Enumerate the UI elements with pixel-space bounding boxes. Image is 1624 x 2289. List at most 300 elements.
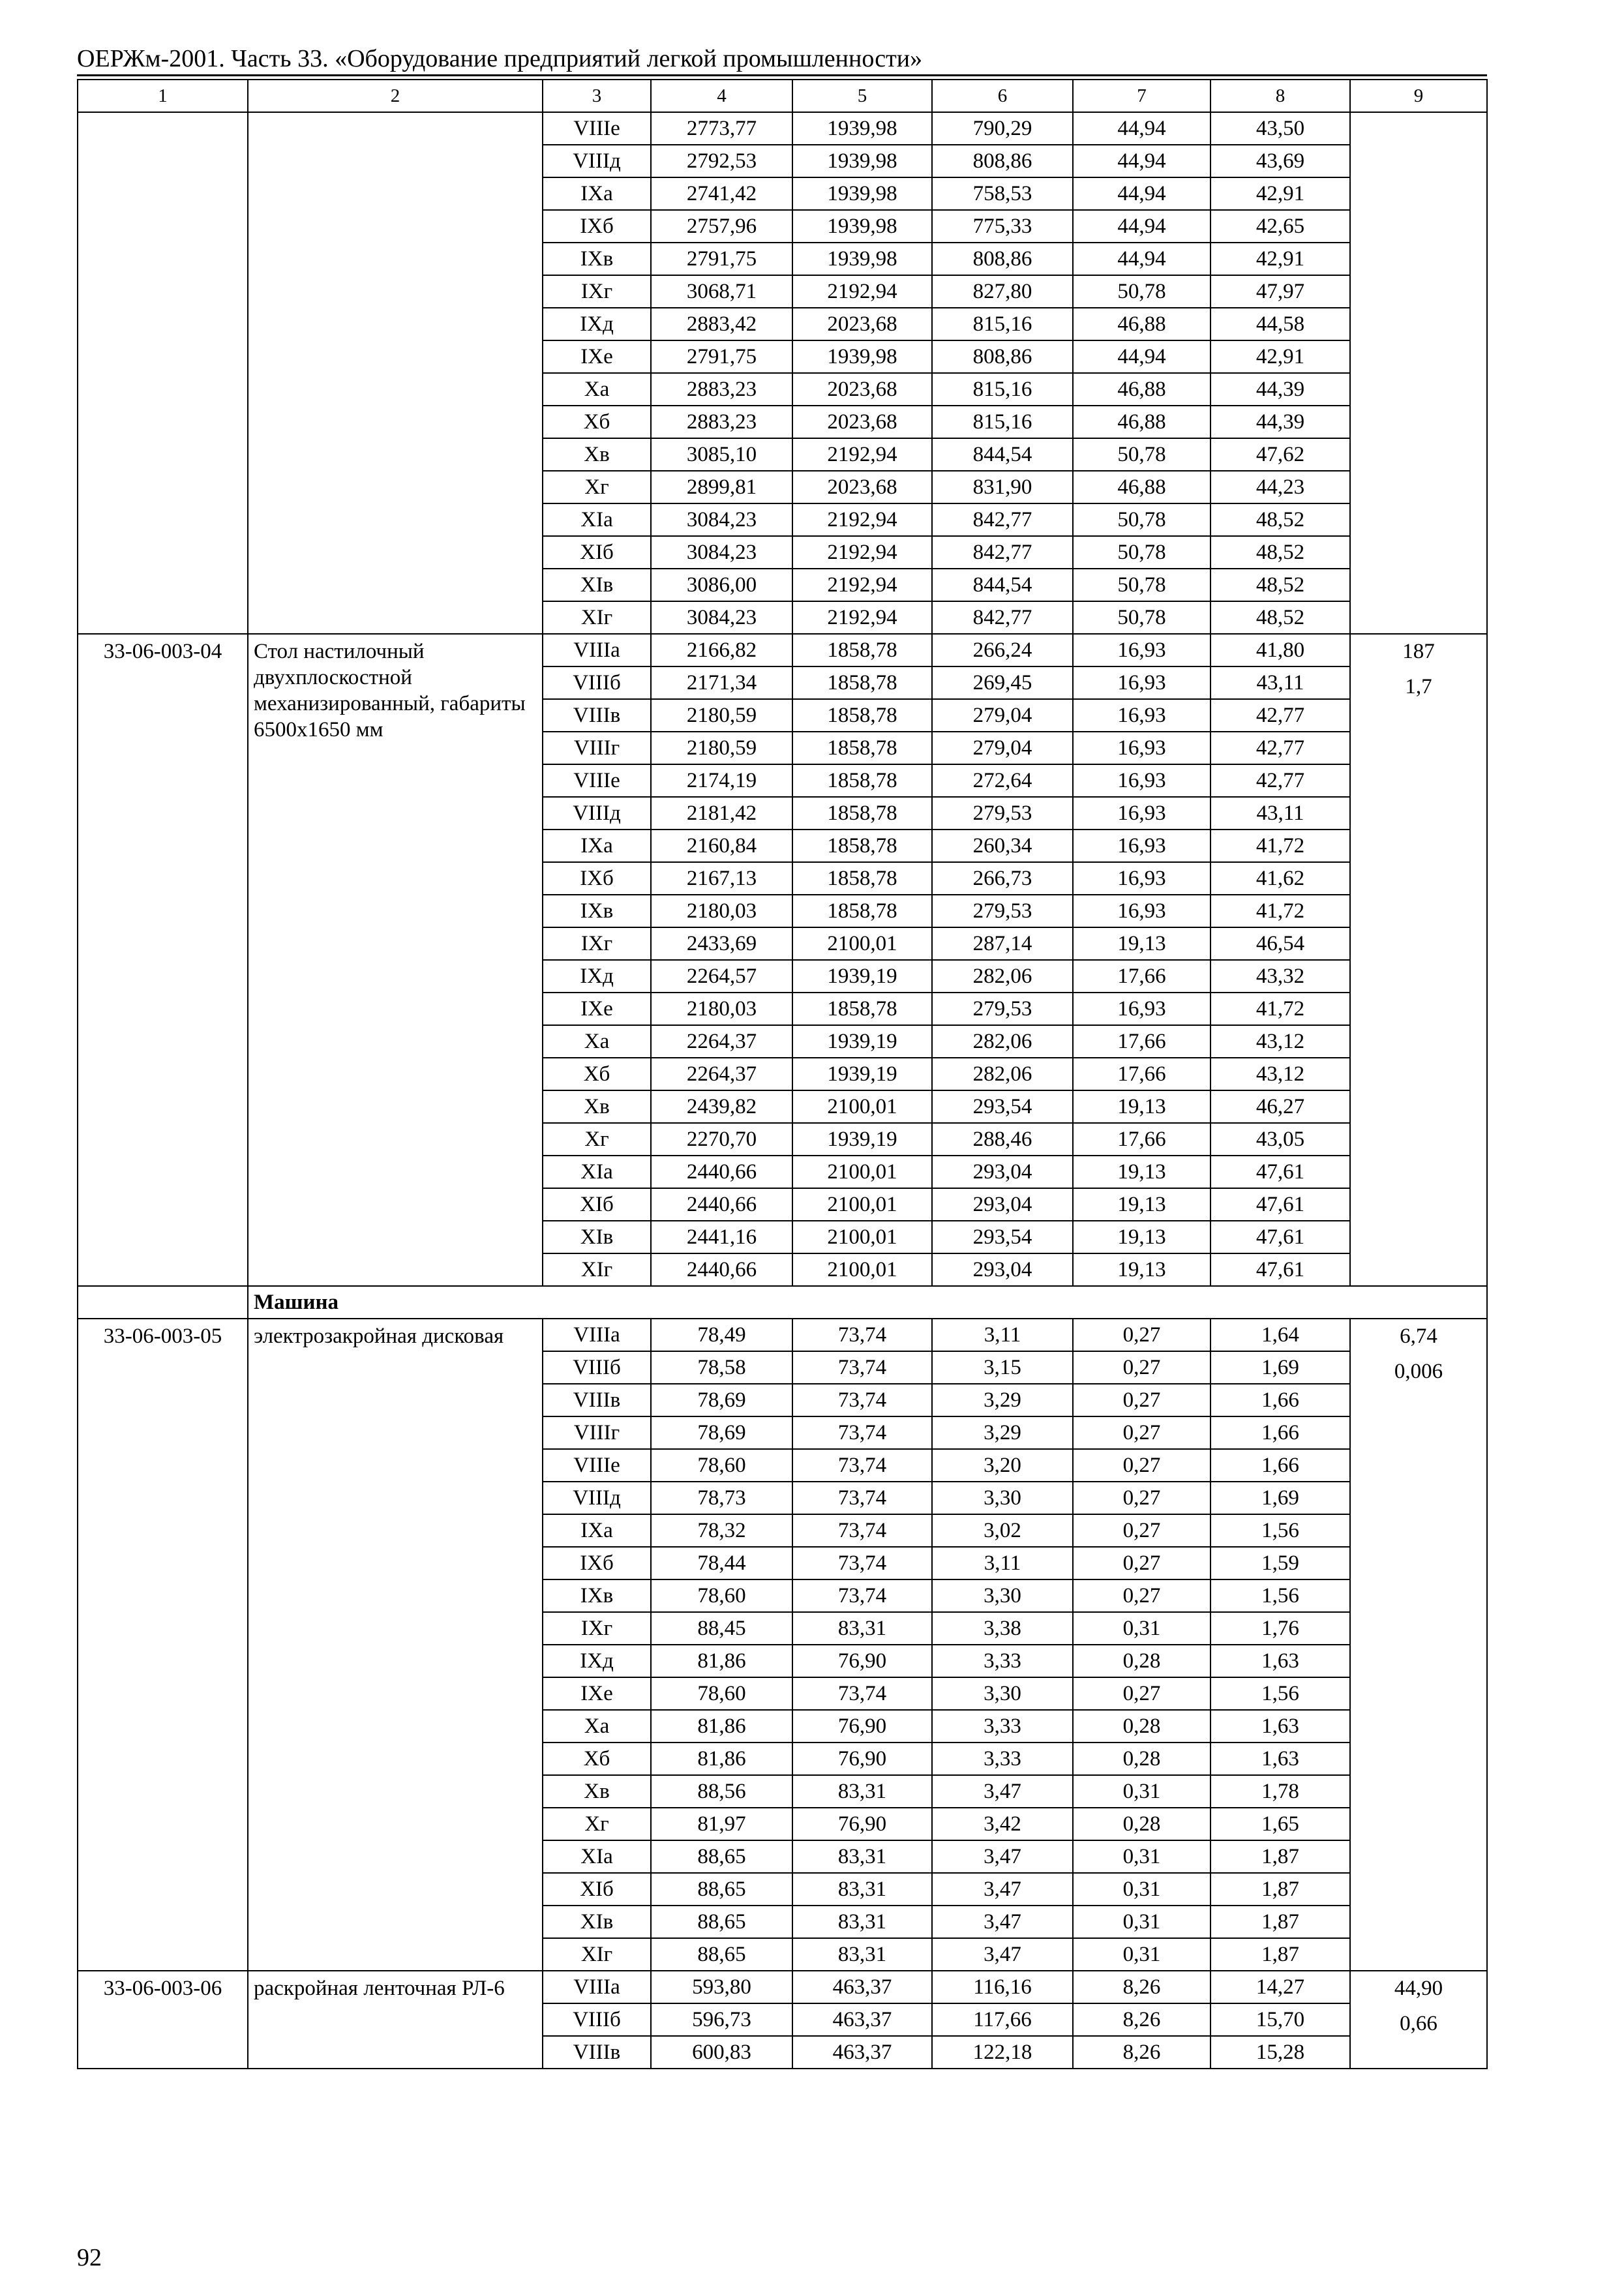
machine-cost-cell: 3,29 bbox=[932, 1416, 1073, 1449]
labor-cost-cell: 2192,94 bbox=[792, 536, 932, 569]
labor-cost-cell: 2100,01 bbox=[792, 1221, 932, 1253]
total-cost-cell: 2791,75 bbox=[651, 243, 792, 275]
total-cost-cell: 88,56 bbox=[651, 1775, 792, 1808]
machine-cost-cell: 266,24 bbox=[932, 634, 1073, 666]
item-extra bbox=[1350, 112, 1487, 634]
total-cost-cell: 78,32 bbox=[651, 1514, 792, 1547]
materials-cost-cell: 1,69 bbox=[1210, 1351, 1350, 1384]
materials-cost-cell: 44,39 bbox=[1210, 406, 1350, 438]
materials-cost-cell: 41,72 bbox=[1210, 895, 1350, 927]
labor-cost-cell: 73,74 bbox=[792, 1547, 932, 1579]
driver-wage-cell: 0,27 bbox=[1073, 1514, 1210, 1547]
labor-cost-cell: 83,31 bbox=[792, 1938, 932, 1971]
item-extra bbox=[1350, 1319, 1487, 1971]
category-cell: VIIIв bbox=[543, 699, 651, 732]
driver-wage-cell: 46,88 bbox=[1073, 373, 1210, 406]
materials-cost-cell: 43,12 bbox=[1210, 1025, 1350, 1058]
total-cost-cell: 2441,16 bbox=[651, 1221, 792, 1253]
category-cell: IXа bbox=[543, 830, 651, 862]
driver-wage-cell: 16,93 bbox=[1073, 993, 1210, 1025]
total-cost-cell: 2264,37 bbox=[651, 1058, 792, 1090]
item-name: раскройная ленточная РЛ-6 bbox=[248, 1971, 543, 2069]
category-cell: IXв bbox=[543, 243, 651, 275]
driver-wage-cell: 0,27 bbox=[1073, 1677, 1210, 1710]
materials-cost-cell: 41,62 bbox=[1210, 862, 1350, 895]
machine-cost-cell: 842,77 bbox=[932, 601, 1073, 634]
total-cost-cell: 81,86 bbox=[651, 1645, 792, 1677]
machine-cost-cell: 775,33 bbox=[932, 210, 1073, 243]
total-cost-cell: 2166,82 bbox=[651, 634, 792, 666]
category-cell: XIб bbox=[543, 536, 651, 569]
labor-cost-cell: 1858,78 bbox=[792, 764, 932, 797]
labor-cost-cell: 2023,68 bbox=[792, 308, 932, 340]
price-table bbox=[77, 79, 1488, 2069]
machine-cost-cell: 288,46 bbox=[932, 1123, 1073, 1156]
driver-wage-cell: 17,66 bbox=[1073, 1123, 1210, 1156]
materials-cost-cell: 47,61 bbox=[1210, 1253, 1350, 1286]
materials-cost-cell: 41,72 bbox=[1210, 993, 1350, 1025]
machine-cost-cell: 842,77 bbox=[932, 536, 1073, 569]
labor-cost-cell: 2100,01 bbox=[792, 1090, 932, 1123]
total-cost-cell: 2180,03 bbox=[651, 993, 792, 1025]
total-cost-cell: 2757,96 bbox=[651, 210, 792, 243]
category-cell: IXа bbox=[543, 177, 651, 210]
category-cell: IXд bbox=[543, 1645, 651, 1677]
labor-cost-cell: 73,74 bbox=[792, 1416, 932, 1449]
total-cost-cell: 2181,42 bbox=[651, 797, 792, 830]
labor-cost-cell: 73,74 bbox=[792, 1579, 932, 1612]
category-cell: VIIIг bbox=[543, 1416, 651, 1449]
machine-cost-cell: 3,30 bbox=[932, 1579, 1073, 1612]
driver-wage-cell: 50,78 bbox=[1073, 536, 1210, 569]
total-cost-cell: 88,65 bbox=[651, 1938, 792, 1971]
materials-cost-cell: 1,66 bbox=[1210, 1416, 1350, 1449]
machine-cost-cell: 116,16 bbox=[932, 1971, 1073, 2003]
labor-cost-cell: 1939,19 bbox=[792, 1123, 932, 1156]
machine-cost-cell: 293,04 bbox=[932, 1156, 1073, 1188]
equipment-volume-value: 0,006 bbox=[1394, 1360, 1443, 1383]
materials-cost-cell: 43,11 bbox=[1210, 666, 1350, 699]
driver-wage-cell: 0,28 bbox=[1073, 1743, 1210, 1775]
category-cell: IXг bbox=[543, 275, 651, 308]
labor-cost-cell: 2192,94 bbox=[792, 503, 932, 536]
machine-cost-cell: 279,53 bbox=[932, 797, 1073, 830]
category-cell: VIIIа bbox=[543, 634, 651, 666]
machine-cost-cell: 3,47 bbox=[932, 1873, 1073, 1906]
labor-cost-cell: 1858,78 bbox=[792, 830, 932, 862]
driver-wage-cell: 16,93 bbox=[1073, 895, 1210, 927]
machine-cost-cell: 293,04 bbox=[932, 1188, 1073, 1221]
machine-cost-cell: 272,64 bbox=[932, 764, 1073, 797]
materials-cost-cell: 41,72 bbox=[1210, 830, 1350, 862]
materials-cost-cell: 1,56 bbox=[1210, 1677, 1350, 1710]
driver-wage-cell: 0,27 bbox=[1073, 1416, 1210, 1449]
category-cell: XIв bbox=[543, 1221, 651, 1253]
machine-cost-cell: 287,14 bbox=[932, 927, 1073, 960]
driver-wage-cell: 50,78 bbox=[1073, 438, 1210, 471]
labor-cost-cell: 463,37 bbox=[792, 2036, 932, 2069]
labor-cost-cell: 73,74 bbox=[792, 1482, 932, 1514]
machine-cost-cell: 808,86 bbox=[932, 145, 1073, 177]
driver-wage-cell: 19,13 bbox=[1073, 1090, 1210, 1123]
materials-cost-cell: 1,66 bbox=[1210, 1384, 1350, 1416]
labor-cost-cell: 1858,78 bbox=[792, 993, 932, 1025]
machine-cost-cell: 842,77 bbox=[932, 503, 1073, 536]
machine-cost-cell: 282,06 bbox=[932, 1025, 1073, 1058]
column-number: 1 bbox=[78, 80, 248, 112]
materials-cost-cell: 1,69 bbox=[1210, 1482, 1350, 1514]
machine-cost-cell: 815,16 bbox=[932, 406, 1073, 438]
materials-cost-cell: 43,11 bbox=[1210, 797, 1350, 830]
materials-cost-cell: 43,32 bbox=[1210, 960, 1350, 993]
driver-wage-cell: 44,94 bbox=[1073, 340, 1210, 373]
category-cell: IXб bbox=[543, 210, 651, 243]
machine-cost-cell: 3,33 bbox=[932, 1743, 1073, 1775]
category-cell: XIа bbox=[543, 1840, 651, 1873]
machine-cost-cell: 117,66 bbox=[932, 2003, 1073, 2036]
category-cell: IXе bbox=[543, 993, 651, 1025]
driver-wage-cell: 44,94 bbox=[1073, 112, 1210, 145]
category-cell: Xв bbox=[543, 438, 651, 471]
labor-cost-cell: 73,74 bbox=[792, 1677, 932, 1710]
materials-cost-cell: 42,77 bbox=[1210, 699, 1350, 732]
materials-cost-cell: 48,52 bbox=[1210, 536, 1350, 569]
materials-cost-cell: 44,23 bbox=[1210, 471, 1350, 503]
category-cell: IXв bbox=[543, 895, 651, 927]
total-cost-cell: 2883,23 bbox=[651, 406, 792, 438]
materials-cost-cell: 15,28 bbox=[1210, 2036, 1350, 2069]
category-cell: Xа bbox=[543, 373, 651, 406]
machine-cost-cell: 122,18 bbox=[932, 2036, 1073, 2069]
materials-cost-cell: 43,50 bbox=[1210, 112, 1350, 145]
machine-cost-cell: 3,47 bbox=[932, 1840, 1073, 1873]
category-cell: Xб bbox=[543, 1058, 651, 1090]
driver-wage-cell: 19,13 bbox=[1073, 927, 1210, 960]
equipment-mass-value: 6,74 bbox=[1400, 1324, 1437, 1348]
driver-wage-cell: 0,31 bbox=[1073, 1873, 1210, 1906]
labor-cost-cell: 83,31 bbox=[792, 1612, 932, 1645]
item-code: 33-06-003-05 bbox=[78, 1319, 248, 1971]
labor-cost-cell: 73,74 bbox=[792, 1514, 932, 1547]
driver-wage-cell: 8,26 bbox=[1073, 1971, 1210, 2003]
machine-cost-cell: 815,16 bbox=[932, 373, 1073, 406]
category-cell: IXе bbox=[543, 1677, 651, 1710]
column-number: 6 bbox=[932, 80, 1073, 112]
total-cost-cell: 2741,42 bbox=[651, 177, 792, 210]
machine-cost-cell: 790,29 bbox=[932, 112, 1073, 145]
labor-cost-cell: 1939,98 bbox=[792, 112, 932, 145]
materials-cost-cell: 1,87 bbox=[1210, 1840, 1350, 1873]
category-cell: IXд bbox=[543, 308, 651, 340]
column-number: 2 bbox=[248, 80, 543, 112]
item-extra bbox=[1350, 1971, 1487, 2069]
labor-cost-cell: 1939,98 bbox=[792, 243, 932, 275]
machine-cost-cell: 279,53 bbox=[932, 993, 1073, 1025]
section-spacer bbox=[78, 1286, 248, 1319]
column-number: 3 bbox=[543, 80, 651, 112]
machine-cost-cell: 3,11 bbox=[932, 1547, 1073, 1579]
machine-cost-cell: 3,30 bbox=[932, 1482, 1073, 1514]
labor-cost-cell: 1858,78 bbox=[792, 895, 932, 927]
labor-cost-cell: 73,74 bbox=[792, 1384, 932, 1416]
labor-cost-cell: 83,31 bbox=[792, 1873, 932, 1906]
total-cost-cell: 78,69 bbox=[651, 1416, 792, 1449]
driver-wage-cell: 46,88 bbox=[1073, 406, 1210, 438]
driver-wage-cell: 46,88 bbox=[1073, 308, 1210, 340]
total-cost-cell: 2883,42 bbox=[651, 308, 792, 340]
driver-wage-cell: 44,94 bbox=[1073, 210, 1210, 243]
total-cost-cell: 2174,19 bbox=[651, 764, 792, 797]
driver-wage-cell: 19,13 bbox=[1073, 1253, 1210, 1286]
materials-cost-cell: 42,77 bbox=[1210, 732, 1350, 764]
total-cost-cell: 2433,69 bbox=[651, 927, 792, 960]
total-cost-cell: 78,58 bbox=[651, 1351, 792, 1384]
total-cost-cell: 78,60 bbox=[651, 1579, 792, 1612]
materials-cost-cell: 1,87 bbox=[1210, 1873, 1350, 1906]
total-cost-cell: 2440,66 bbox=[651, 1253, 792, 1286]
materials-cost-cell: 42,77 bbox=[1210, 764, 1350, 797]
driver-wage-cell: 0,28 bbox=[1073, 1710, 1210, 1743]
driver-wage-cell: 16,93 bbox=[1073, 764, 1210, 797]
materials-cost-cell: 1,87 bbox=[1210, 1938, 1350, 1971]
materials-cost-cell: 1,59 bbox=[1210, 1547, 1350, 1579]
category-cell: VIIIв bbox=[543, 2036, 651, 2069]
machine-cost-cell: 3,38 bbox=[932, 1612, 1073, 1645]
driver-wage-cell: 8,26 bbox=[1073, 2036, 1210, 2069]
column-number: 9 bbox=[1350, 80, 1487, 112]
category-cell: Xа bbox=[543, 1710, 651, 1743]
total-cost-cell: 78,44 bbox=[651, 1547, 792, 1579]
category-cell: Xб bbox=[543, 406, 651, 438]
driver-wage-cell: 44,94 bbox=[1073, 177, 1210, 210]
category-cell: XIг bbox=[543, 601, 651, 634]
machine-cost-cell: 279,04 bbox=[932, 732, 1073, 764]
total-cost-cell: 88,65 bbox=[651, 1840, 792, 1873]
labor-cost-cell: 1858,78 bbox=[792, 862, 932, 895]
labor-cost-cell: 2100,01 bbox=[792, 1253, 932, 1286]
category-cell: IXд bbox=[543, 960, 651, 993]
machine-cost-cell: 3,47 bbox=[932, 1906, 1073, 1938]
labor-cost-cell: 1858,78 bbox=[792, 699, 932, 732]
machine-cost-cell: 844,54 bbox=[932, 569, 1073, 601]
item-name: Стол настилочный двухплоскостной механизированный, габариты 6500х1650 мм bbox=[248, 634, 543, 1286]
machine-cost-cell: 808,86 bbox=[932, 243, 1073, 275]
item-code bbox=[78, 112, 248, 634]
page-header: ОЕРЖм-2001. Часть 33. «Оборудование предприятий легкой промышленности» bbox=[77, 45, 923, 72]
machine-cost-cell: 3,29 bbox=[932, 1384, 1073, 1416]
materials-cost-cell: 46,54 bbox=[1210, 927, 1350, 960]
materials-cost-cell: 1,76 bbox=[1210, 1612, 1350, 1645]
machine-cost-cell: 3,20 bbox=[932, 1449, 1073, 1482]
labor-cost-cell: 1939,98 bbox=[792, 145, 932, 177]
category-cell: XIб bbox=[543, 1188, 651, 1221]
materials-cost-cell: 42,65 bbox=[1210, 210, 1350, 243]
materials-cost-cell: 42,91 bbox=[1210, 177, 1350, 210]
machine-cost-cell: 282,06 bbox=[932, 1058, 1073, 1090]
total-cost-cell: 2883,23 bbox=[651, 373, 792, 406]
table-row bbox=[78, 112, 1487, 145]
driver-wage-cell: 0,27 bbox=[1073, 1449, 1210, 1482]
total-cost-cell: 81,97 bbox=[651, 1808, 792, 1840]
equipment-mass-value: 187 bbox=[1402, 640, 1435, 663]
category-cell: Xг bbox=[543, 471, 651, 503]
machine-cost-cell: 279,53 bbox=[932, 895, 1073, 927]
materials-cost-cell: 14,27 bbox=[1210, 1971, 1350, 2003]
materials-cost-cell: 46,27 bbox=[1210, 1090, 1350, 1123]
item-code: 33-06-003-04 bbox=[78, 634, 248, 1286]
driver-wage-cell: 50,78 bbox=[1073, 569, 1210, 601]
materials-cost-cell: 48,52 bbox=[1210, 503, 1350, 536]
labor-cost-cell: 2100,01 bbox=[792, 927, 932, 960]
materials-cost-cell: 42,91 bbox=[1210, 243, 1350, 275]
driver-wage-cell: 0,31 bbox=[1073, 1938, 1210, 1971]
category-cell: VIIIе bbox=[543, 764, 651, 797]
driver-wage-cell: 16,93 bbox=[1073, 862, 1210, 895]
labor-cost-cell: 83,31 bbox=[792, 1840, 932, 1873]
machine-cost-cell: 827,80 bbox=[932, 275, 1073, 308]
driver-wage-cell: 0,31 bbox=[1073, 1775, 1210, 1808]
category-cell: XIб bbox=[543, 1873, 651, 1906]
driver-wage-cell: 0,31 bbox=[1073, 1840, 1210, 1873]
materials-cost-cell: 42,91 bbox=[1210, 340, 1350, 373]
labor-cost-cell: 2023,68 bbox=[792, 471, 932, 503]
category-cell: VIIIб bbox=[543, 666, 651, 699]
driver-wage-cell: 0,27 bbox=[1073, 1579, 1210, 1612]
category-cell: VIIIе bbox=[543, 112, 651, 145]
machine-cost-cell: 269,45 bbox=[932, 666, 1073, 699]
driver-wage-cell: 0,27 bbox=[1073, 1351, 1210, 1384]
driver-wage-cell: 16,93 bbox=[1073, 732, 1210, 764]
labor-cost-cell: 2023,68 bbox=[792, 373, 932, 406]
machine-cost-cell: 3,33 bbox=[932, 1710, 1073, 1743]
labor-cost-cell: 73,74 bbox=[792, 1449, 932, 1482]
driver-wage-cell: 50,78 bbox=[1073, 601, 1210, 634]
driver-wage-cell: 0,28 bbox=[1073, 1808, 1210, 1840]
equipment-mass-value: 44,90 bbox=[1394, 1977, 1443, 2000]
machine-cost-cell: 293,04 bbox=[932, 1253, 1073, 1286]
category-cell: XIа bbox=[543, 503, 651, 536]
total-cost-cell: 3084,23 bbox=[651, 536, 792, 569]
materials-cost-cell: 1,87 bbox=[1210, 1906, 1350, 1938]
materials-cost-cell: 1,63 bbox=[1210, 1743, 1350, 1775]
machine-cost-cell: 3,02 bbox=[932, 1514, 1073, 1547]
machine-cost-cell: 808,86 bbox=[932, 340, 1073, 373]
labor-cost-cell: 463,37 bbox=[792, 2003, 932, 2036]
category-cell: Xа bbox=[543, 1025, 651, 1058]
total-cost-cell: 2792,53 bbox=[651, 145, 792, 177]
category-cell: VIIIг bbox=[543, 732, 651, 764]
labor-cost-cell: 2192,94 bbox=[792, 569, 932, 601]
materials-cost-cell: 1,63 bbox=[1210, 1645, 1350, 1677]
labor-cost-cell: 2192,94 bbox=[792, 275, 932, 308]
item-name: электрозакройная дисковая bbox=[248, 1319, 543, 1971]
total-cost-cell: 2773,77 bbox=[651, 112, 792, 145]
driver-wage-cell: 19,13 bbox=[1073, 1221, 1210, 1253]
section-header-row bbox=[78, 1286, 1487, 1319]
equipment-volume-value: 0,66 bbox=[1400, 2012, 1437, 2035]
total-cost-cell: 2180,03 bbox=[651, 895, 792, 927]
column-number: 4 bbox=[651, 80, 792, 112]
labor-cost-cell: 2192,94 bbox=[792, 601, 932, 634]
materials-cost-cell: 47,61 bbox=[1210, 1188, 1350, 1221]
total-cost-cell: 593,80 bbox=[651, 1971, 792, 2003]
total-cost-cell: 3084,23 bbox=[651, 601, 792, 634]
total-cost-cell: 2160,84 bbox=[651, 830, 792, 862]
machine-cost-cell: 844,54 bbox=[932, 438, 1073, 471]
category-cell: IXг bbox=[543, 927, 651, 960]
labor-cost-cell: 83,31 bbox=[792, 1906, 932, 1938]
category-cell: Xв bbox=[543, 1090, 651, 1123]
total-cost-cell: 88,65 bbox=[651, 1873, 792, 1906]
machine-cost-cell: 3,42 bbox=[932, 1808, 1073, 1840]
materials-cost-cell: 1,63 bbox=[1210, 1710, 1350, 1743]
driver-wage-cell: 0,31 bbox=[1073, 1906, 1210, 1938]
category-cell: XIа bbox=[543, 1156, 651, 1188]
total-cost-cell: 2439,82 bbox=[651, 1090, 792, 1123]
driver-wage-cell: 17,66 bbox=[1073, 1025, 1210, 1058]
category-cell: VIIIб bbox=[543, 1351, 651, 1384]
labor-cost-cell: 76,90 bbox=[792, 1808, 932, 1840]
driver-wage-cell: 0,27 bbox=[1073, 1482, 1210, 1514]
labor-cost-cell: 2192,94 bbox=[792, 438, 932, 471]
total-cost-cell: 2180,59 bbox=[651, 732, 792, 764]
total-cost-cell: 2171,34 bbox=[651, 666, 792, 699]
total-cost-cell: 2167,13 bbox=[651, 862, 792, 895]
driver-wage-cell: 0,27 bbox=[1073, 1384, 1210, 1416]
machine-cost-cell: 3,47 bbox=[932, 1938, 1073, 1971]
category-cell: Xг bbox=[543, 1123, 651, 1156]
machine-cost-cell: 282,06 bbox=[932, 960, 1073, 993]
machine-cost-cell: 3,15 bbox=[932, 1351, 1073, 1384]
driver-wage-cell: 19,13 bbox=[1073, 1156, 1210, 1188]
total-cost-cell: 3084,23 bbox=[651, 503, 792, 536]
item-extra bbox=[1350, 634, 1487, 1286]
materials-cost-cell: 1,78 bbox=[1210, 1775, 1350, 1808]
category-cell: Xг bbox=[543, 1808, 651, 1840]
driver-wage-cell: 0,31 bbox=[1073, 1612, 1210, 1645]
category-cell: IXв bbox=[543, 1579, 651, 1612]
driver-wage-cell: 16,93 bbox=[1073, 634, 1210, 666]
labor-cost-cell: 2100,01 bbox=[792, 1188, 932, 1221]
materials-cost-cell: 47,97 bbox=[1210, 275, 1350, 308]
category-cell: IXг bbox=[543, 1612, 651, 1645]
materials-cost-cell: 47,61 bbox=[1210, 1221, 1350, 1253]
driver-wage-cell: 50,78 bbox=[1073, 503, 1210, 536]
category-cell: VIIIб bbox=[543, 2003, 651, 2036]
table-row bbox=[78, 1971, 1487, 2003]
driver-wage-cell: 19,13 bbox=[1073, 1188, 1210, 1221]
table-row bbox=[78, 634, 1487, 666]
labor-cost-cell: 1939,19 bbox=[792, 960, 932, 993]
header-rule bbox=[77, 74, 1487, 76]
machine-cost-cell: 758,53 bbox=[932, 177, 1073, 210]
page-number: 92 bbox=[77, 2244, 102, 2271]
driver-wage-cell: 16,93 bbox=[1073, 699, 1210, 732]
total-cost-cell: 78,73 bbox=[651, 1482, 792, 1514]
machine-cost-cell: 831,90 bbox=[932, 471, 1073, 503]
total-cost-cell: 3068,71 bbox=[651, 275, 792, 308]
total-cost-cell: 78,60 bbox=[651, 1677, 792, 1710]
labor-cost-cell: 1939,98 bbox=[792, 210, 932, 243]
driver-wage-cell: 44,94 bbox=[1073, 243, 1210, 275]
labor-cost-cell: 1939,19 bbox=[792, 1058, 932, 1090]
machine-cost-cell: 279,04 bbox=[932, 699, 1073, 732]
category-cell: VIIIе bbox=[543, 1449, 651, 1482]
labor-cost-cell: 463,37 bbox=[792, 1971, 932, 2003]
total-cost-cell: 2440,66 bbox=[651, 1188, 792, 1221]
total-cost-cell: 2264,57 bbox=[651, 960, 792, 993]
materials-cost-cell: 1,64 bbox=[1210, 1319, 1350, 1351]
